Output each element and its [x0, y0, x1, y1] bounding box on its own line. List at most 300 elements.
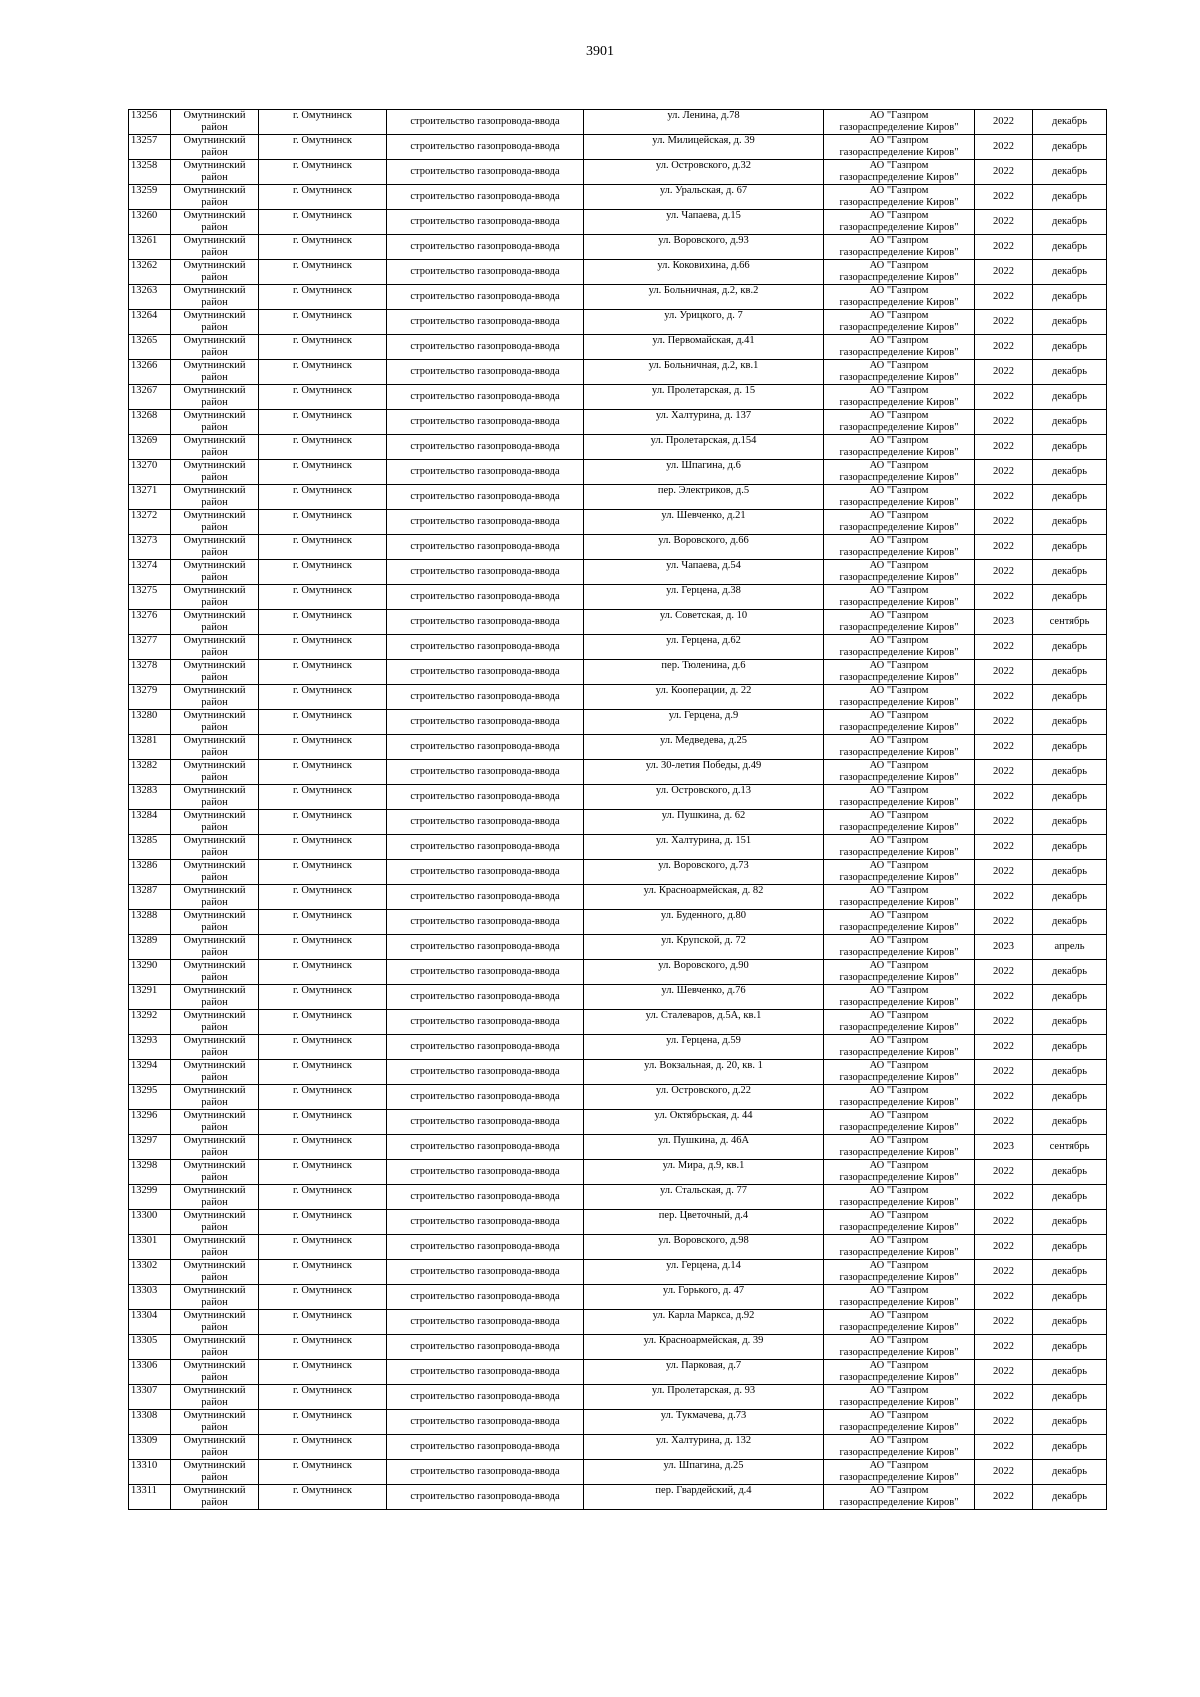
org-line2: газораспределение Киров": [839, 746, 959, 758]
year-cell: 2022: [975, 660, 1033, 685]
table-row: [129, 285, 1107, 310]
organization-cell: [824, 1135, 975, 1160]
address-cell: ул. Чапаева, д.54: [584, 560, 824, 585]
year-cell: 2022: [975, 135, 1033, 160]
year-cell: 2022: [975, 1185, 1033, 1210]
district-cell: [171, 685, 259, 710]
district-line2: район: [201, 996, 228, 1008]
organization-cell: [824, 760, 975, 785]
table-row: [129, 760, 1107, 785]
row-number: 13271: [129, 485, 171, 510]
district-line2: район: [201, 446, 228, 458]
organization-cell: [824, 185, 975, 210]
work-type-cell: строительство газопровода-ввода: [387, 735, 584, 760]
district-cell: [171, 135, 259, 160]
table-row: [129, 660, 1107, 685]
year-cell: 2022: [975, 485, 1033, 510]
district-line1: Омутнинский: [183, 235, 246, 246]
org-line1: АО "Газпром: [869, 735, 929, 746]
work-type-cell: строительство газопровода-ввода: [387, 860, 584, 885]
work-type-cell: строительство газопровода-ввода: [387, 410, 584, 435]
address-cell: ул. Шпагина, д.6: [584, 460, 824, 485]
work-type-cell: строительство газопровода-ввода: [387, 1235, 584, 1260]
org-line1: АО "Газпром: [869, 935, 929, 946]
org-line2: газораспределение Киров": [839, 946, 959, 958]
month-cell: декабрь: [1033, 135, 1107, 160]
district-line1: Омутнинский: [183, 1385, 246, 1396]
row-number: 13274: [129, 560, 171, 585]
district-line2: район: [201, 321, 228, 333]
org-line2: газораспределение Киров": [839, 996, 959, 1008]
district-line1: Омутнинский: [183, 1060, 246, 1071]
org-line2: газораспределение Киров": [839, 471, 959, 483]
district-line1: Омутнинский: [183, 1485, 246, 1496]
organization-cell: [824, 1160, 975, 1185]
city-cell: г. Омутнинск: [259, 535, 387, 560]
year-cell: 2022: [975, 1385, 1033, 1410]
city-cell: г. Омутнинск: [259, 685, 387, 710]
city-cell: г. Омутнинск: [259, 210, 387, 235]
district-line2: район: [201, 346, 228, 358]
city-cell: г. Омутнинск: [259, 635, 387, 660]
district-cell: [171, 210, 259, 235]
table-row: [129, 985, 1107, 1010]
table-row: [129, 110, 1107, 135]
district-line1: Омутнинский: [183, 1435, 246, 1446]
org-line1: АО "Газпром: [869, 160, 929, 171]
year-cell: 2022: [975, 1235, 1033, 1260]
row-number: 13265: [129, 335, 171, 360]
table-row: [129, 135, 1107, 160]
district-line2: район: [201, 921, 228, 933]
work-type-cell: строительство газопровода-ввода: [387, 185, 584, 210]
org-line2: газораспределение Киров": [839, 1371, 959, 1383]
month-cell: декабрь: [1033, 360, 1107, 385]
district-line1: Омутнинский: [183, 685, 246, 696]
table-row: [129, 860, 1107, 885]
city-cell: г. Омутнинск: [259, 360, 387, 385]
organization-cell: [824, 1310, 975, 1335]
year-cell: 2022: [975, 810, 1033, 835]
city-cell: г. Омутнинск: [259, 1035, 387, 1060]
year-cell: 2022: [975, 685, 1033, 710]
row-number: 13298: [129, 1160, 171, 1185]
work-type-cell: строительство газопровода-ввода: [387, 235, 584, 260]
address-cell: ул. Халтурина, д. 151: [584, 835, 824, 860]
year-cell: 2022: [975, 760, 1033, 785]
district-line2: район: [201, 1221, 228, 1233]
month-cell: декабрь: [1033, 210, 1107, 235]
table-row: [129, 910, 1107, 935]
org-line1: АО "Газпром: [869, 1485, 929, 1496]
district-cell: [171, 1135, 259, 1160]
year-cell: 2022: [975, 160, 1033, 185]
org-line1: АО "Газпром: [869, 660, 929, 671]
city-cell: г. Омутнинск: [259, 610, 387, 635]
organization-cell: [824, 1085, 975, 1110]
year-cell: 2022: [975, 1335, 1033, 1360]
row-number: 13262: [129, 260, 171, 285]
address-cell: пер. Гвардейский, д.4: [584, 1485, 824, 1510]
year-cell: 2022: [975, 510, 1033, 535]
org-line2: газораспределение Киров": [839, 121, 959, 133]
district-cell: [171, 1185, 259, 1210]
year-cell: 2022: [975, 235, 1033, 260]
work-type-cell: строительство газопровода-ввода: [387, 1385, 584, 1410]
address-cell: ул. Островского, д.13: [584, 785, 824, 810]
city-cell: г. Омутнинск: [259, 1185, 387, 1210]
district-cell: [171, 1260, 259, 1285]
org-line2: газораспределение Киров": [839, 771, 959, 783]
row-number: 13296: [129, 1110, 171, 1135]
city-cell: г. Омутнинск: [259, 1285, 387, 1310]
district-line1: Омутнинский: [183, 1360, 246, 1371]
address-cell: ул. Герцена, д.9: [584, 710, 824, 735]
district-line2: район: [201, 1296, 228, 1308]
address-cell: ул. Уральская, д. 67: [584, 185, 824, 210]
city-cell: г. Омутнинск: [259, 985, 387, 1010]
district-line2: район: [201, 846, 228, 858]
organization-cell: [824, 610, 975, 635]
address-cell: ул. Островского, д.22: [584, 1085, 824, 1110]
org-line2: газораспределение Киров": [839, 221, 959, 233]
district-cell: [171, 785, 259, 810]
organization-cell: [824, 985, 975, 1010]
district-line2: район: [201, 1171, 228, 1183]
district-line1: Омутнинский: [183, 885, 246, 896]
year-cell: 2022: [975, 385, 1033, 410]
organization-cell: [824, 585, 975, 610]
work-type-cell: строительство газопровода-ввода: [387, 385, 584, 410]
year-cell: 2022: [975, 835, 1033, 860]
row-number: 13270: [129, 460, 171, 485]
org-line1: АО "Газпром: [869, 1335, 929, 1346]
district-cell: [171, 735, 259, 760]
district-cell: [171, 1235, 259, 1260]
page-number: 3901: [586, 44, 614, 59]
table-row: [129, 1185, 1107, 1210]
district-line2: район: [201, 421, 228, 433]
year-cell: 2022: [975, 635, 1033, 660]
org-line1: АО "Газпром: [869, 1010, 929, 1021]
district-line1: Омутнинский: [183, 485, 246, 496]
table-row: [129, 435, 1107, 460]
organization-cell: [824, 910, 975, 935]
table-row: [129, 1235, 1107, 1260]
row-number: 13258: [129, 160, 171, 185]
district-line2: район: [201, 1421, 228, 1433]
year-cell: 2022: [975, 1210, 1033, 1235]
org-line1: АО "Газпром: [869, 110, 929, 121]
district-line1: Омутнинский: [183, 285, 246, 296]
month-cell: сентябрь: [1033, 1135, 1107, 1160]
org-line2: газораспределение Киров": [839, 621, 959, 633]
org-line2: газораспределение Киров": [839, 1221, 959, 1233]
table-row: [129, 310, 1107, 335]
district-line2: район: [201, 1371, 228, 1383]
year-cell: 2022: [975, 710, 1033, 735]
org-line2: газораспределение Киров": [839, 1121, 959, 1133]
org-line2: газораспределение Киров": [839, 596, 959, 608]
district-line1: Омутнинский: [183, 1185, 246, 1196]
district-cell: [171, 910, 259, 935]
table-row: [129, 1310, 1107, 1335]
district-line2: район: [201, 1196, 228, 1208]
city-cell: г. Омутнинск: [259, 285, 387, 310]
address-cell: ул. Пролетарская, д.154: [584, 435, 824, 460]
address-cell: ул. Чапаева, д.15: [584, 210, 824, 235]
organization-cell: [824, 935, 975, 960]
month-cell: декабрь: [1033, 985, 1107, 1010]
work-type-cell: строительство газопровода-ввода: [387, 785, 584, 810]
row-number: 13256: [129, 110, 171, 135]
district-cell: [171, 660, 259, 685]
district-line2: район: [201, 1396, 228, 1408]
month-cell: декабрь: [1033, 1335, 1107, 1360]
work-type-cell: строительство газопровода-ввода: [387, 1110, 584, 1135]
table-row: [129, 585, 1107, 610]
year-cell: 2022: [975, 1285, 1033, 1310]
year-cell: 2022: [975, 535, 1033, 560]
month-cell: сентябрь: [1033, 610, 1107, 635]
year-cell: 2022: [975, 335, 1033, 360]
org-line1: АО "Газпром: [869, 1110, 929, 1121]
address-cell: ул. Стальская, д. 77: [584, 1185, 824, 1210]
table-row: [129, 935, 1107, 960]
year-cell: 2022: [975, 560, 1033, 585]
registry-body: [129, 110, 1107, 1510]
org-line2: газораспределение Киров": [839, 321, 959, 333]
work-type-cell: строительство газопровода-ввода: [387, 535, 584, 560]
org-line1: АО "Газпром: [869, 1435, 929, 1446]
city-cell: г. Омутнинск: [259, 710, 387, 735]
work-type-cell: строительство газопровода-ввода: [387, 885, 584, 910]
org-line2: газораспределение Киров": [839, 921, 959, 933]
row-number: 13286: [129, 860, 171, 885]
address-cell: ул. Герцена, д.59: [584, 1035, 824, 1060]
year-cell: 2022: [975, 260, 1033, 285]
table-row: [129, 1285, 1107, 1310]
org-line1: АО "Газпром: [869, 1235, 929, 1246]
district-line1: Омутнинский: [183, 110, 246, 121]
row-number: 13278: [129, 660, 171, 685]
work-type-cell: строительство газопровода-ввода: [387, 1260, 584, 1285]
address-cell: ул. Воровского, д.73: [584, 860, 824, 885]
row-number: 13257: [129, 135, 171, 160]
district-line2: район: [201, 1021, 228, 1033]
district-line2: район: [201, 146, 228, 158]
org-line1: АО "Газпром: [869, 1185, 929, 1196]
city-cell: г. Омутнинск: [259, 785, 387, 810]
district-line1: Омутнинский: [183, 1260, 246, 1271]
organization-cell: [824, 660, 975, 685]
month-cell: декабрь: [1033, 1235, 1107, 1260]
organization-cell: [824, 1385, 975, 1410]
table-row: [129, 1035, 1107, 1060]
row-number: 13260: [129, 210, 171, 235]
org-line1: АО "Газпром: [869, 235, 929, 246]
year-cell: 2022: [975, 860, 1033, 885]
org-line2: газораспределение Киров": [839, 521, 959, 533]
org-line2: газораспределение Киров": [839, 1446, 959, 1458]
address-cell: ул. Воровского, д.98: [584, 1235, 824, 1260]
district-line1: Омутнинский: [183, 1335, 246, 1346]
month-cell: декабрь: [1033, 1160, 1107, 1185]
district-line1: Омутнинский: [183, 410, 246, 421]
table-row: [129, 1110, 1107, 1135]
row-number: 13287: [129, 885, 171, 910]
row-number: 13310: [129, 1460, 171, 1485]
year-cell: 2022: [975, 1310, 1033, 1335]
address-cell: ул. Воровского, д.93: [584, 235, 824, 260]
organization-cell: [824, 860, 975, 885]
org-line2: газораспределение Киров": [839, 396, 959, 408]
address-cell: ул. Первомайская, д.41: [584, 335, 824, 360]
district-line1: Омутнинский: [183, 1310, 246, 1321]
district-line1: Омутнинский: [183, 460, 246, 471]
month-cell: декабрь: [1033, 1185, 1107, 1210]
district-cell: [171, 435, 259, 460]
row-number: 13302: [129, 1260, 171, 1285]
table-row: [129, 1485, 1107, 1510]
row-number: 13282: [129, 760, 171, 785]
year-cell: 2022: [975, 885, 1033, 910]
district-cell: [171, 1385, 259, 1410]
district-line1: Омутнинский: [183, 985, 246, 996]
work-type-cell: строительство газопровода-ввода: [387, 460, 584, 485]
table-row: [129, 460, 1107, 485]
org-line2: газораспределение Киров": [839, 271, 959, 283]
work-type-cell: строительство газопровода-ввода: [387, 510, 584, 535]
district-line1: Омутнинский: [183, 160, 246, 171]
month-cell: декабрь: [1033, 560, 1107, 585]
year-cell: 2022: [975, 210, 1033, 235]
district-line1: Омутнинский: [183, 1110, 246, 1121]
org-line1: АО "Газпром: [869, 1285, 929, 1296]
address-cell: ул. 30-летия Победы, д.49: [584, 760, 824, 785]
row-number: 13299: [129, 1185, 171, 1210]
org-line2: газораспределение Киров": [839, 1346, 959, 1358]
table-row: [129, 535, 1107, 560]
row-number: 13292: [129, 1010, 171, 1035]
work-type-cell: строительство газопровода-ввода: [387, 935, 584, 960]
org-line2: газораспределение Киров": [839, 1396, 959, 1408]
address-cell: ул. Карла Маркса, д.92: [584, 1310, 824, 1335]
work-type-cell: строительство газопровода-ввода: [387, 335, 584, 360]
org-line1: АО "Газпром: [869, 510, 929, 521]
org-line1: АО "Газпром: [869, 1135, 929, 1146]
district-line1: Омутнинский: [183, 935, 246, 946]
district-line2: район: [201, 771, 228, 783]
month-cell: декабрь: [1033, 735, 1107, 760]
org-line2: газораспределение Киров": [839, 546, 959, 558]
month-cell: декабрь: [1033, 335, 1107, 360]
org-line2: газораспределение Киров": [839, 371, 959, 383]
month-cell: декабрь: [1033, 710, 1107, 735]
city-cell: г. Омутнинск: [259, 1360, 387, 1385]
city-cell: г. Омутнинск: [259, 960, 387, 985]
org-line1: АО "Газпром: [869, 360, 929, 371]
district-line2: район: [201, 696, 228, 708]
table-row: [129, 1385, 1107, 1410]
district-line1: Омутнинский: [183, 1035, 246, 1046]
month-cell: декабрь: [1033, 660, 1107, 685]
address-cell: пер. Цветочный, д.4: [584, 1210, 824, 1235]
district-line1: Омутнинский: [183, 735, 246, 746]
address-cell: ул. Воровского, д.66: [584, 535, 824, 560]
work-type-cell: строительство газопровода-ввода: [387, 1410, 584, 1435]
district-line2: район: [201, 1471, 228, 1483]
organization-cell: [824, 1410, 975, 1435]
row-number: 13273: [129, 535, 171, 560]
organization-cell: [824, 685, 975, 710]
table-row: [129, 1435, 1107, 1460]
work-type-cell: строительство газопровода-ввода: [387, 360, 584, 385]
org-line1: АО "Газпром: [869, 710, 929, 721]
year-cell: 2022: [975, 110, 1033, 135]
district-cell: [171, 1485, 259, 1510]
org-line2: газораспределение Киров": [839, 1471, 959, 1483]
table-row: [129, 210, 1107, 235]
row-number: 13284: [129, 810, 171, 835]
row-number: 13268: [129, 410, 171, 435]
org-line1: АО "Газпром: [869, 535, 929, 546]
org-line1: АО "Газпром: [869, 135, 929, 146]
table-row: [129, 385, 1107, 410]
org-line1: АО "Газпром: [869, 810, 929, 821]
work-type-cell: строительство газопровода-ввода: [387, 960, 584, 985]
district-cell: [171, 410, 259, 435]
month-cell: декабрь: [1033, 385, 1107, 410]
district-line2: район: [201, 971, 228, 983]
district-line2: район: [201, 246, 228, 258]
row-number: 13261: [129, 235, 171, 260]
month-cell: декабрь: [1033, 1110, 1107, 1135]
organization-cell: [824, 1110, 975, 1135]
work-type-cell: строительство газопровода-ввода: [387, 585, 584, 610]
city-cell: г. Омутнинск: [259, 1435, 387, 1460]
address-cell: ул. Крупской, д. 72: [584, 935, 824, 960]
row-number: 13280: [129, 710, 171, 735]
district-cell: [171, 935, 259, 960]
table-row: [129, 960, 1107, 985]
address-cell: ул. Пролетарская, д. 93: [584, 1385, 824, 1410]
city-cell: г. Омутнинск: [259, 1460, 387, 1485]
table-row: [129, 560, 1107, 585]
district-cell: [171, 860, 259, 885]
org-line1: АО "Газпром: [869, 885, 929, 896]
organization-cell: [824, 260, 975, 285]
org-line2: газораспределение Киров": [839, 796, 959, 808]
city-cell: г. Омутнинск: [259, 1260, 387, 1285]
table-row: [129, 160, 1107, 185]
organization-cell: [824, 1035, 975, 1060]
table-row: [129, 710, 1107, 735]
row-number: 13266: [129, 360, 171, 385]
row-number: 13281: [129, 735, 171, 760]
organization-cell: [824, 885, 975, 910]
organization-cell: [824, 210, 975, 235]
city-cell: г. Омутнинск: [259, 1060, 387, 1085]
work-type-cell: строительство газопровода-ввода: [387, 1210, 584, 1235]
city-cell: г. Омутнинск: [259, 1335, 387, 1360]
district-cell: [171, 585, 259, 610]
address-cell: ул. Октябрьская, д. 44: [584, 1110, 824, 1135]
district-line1: Омутнинский: [183, 860, 246, 871]
month-cell: декабрь: [1033, 485, 1107, 510]
row-number: 13267: [129, 385, 171, 410]
org-line1: АО "Газпром: [869, 485, 929, 496]
